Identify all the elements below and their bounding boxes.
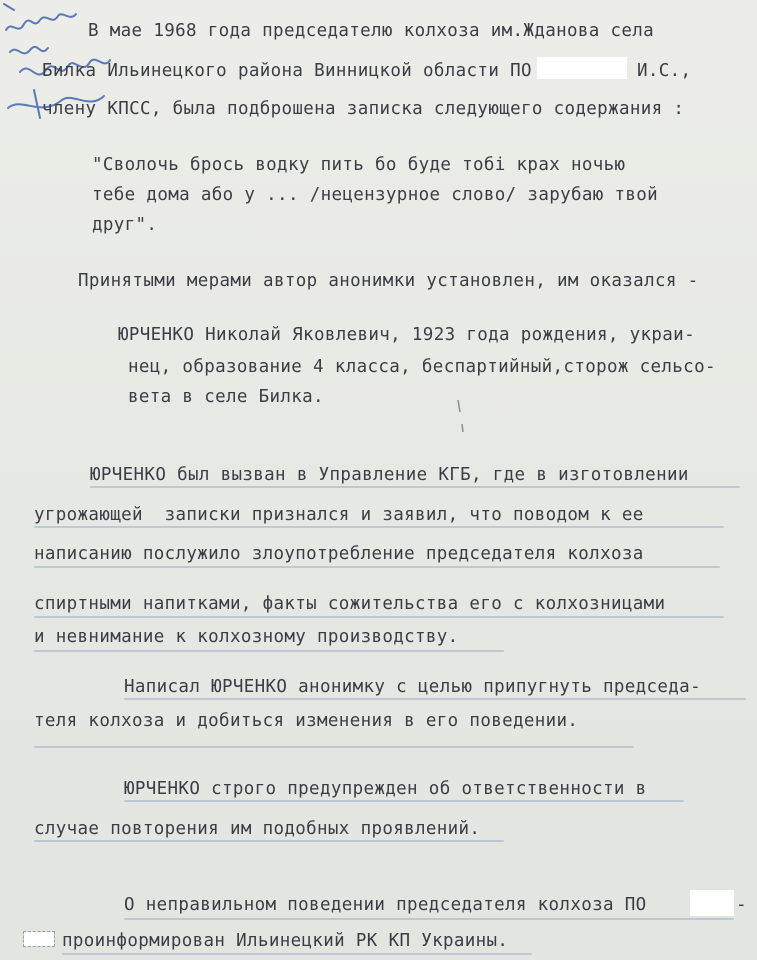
document-line: угрожающей записки признался и заявил, что поводом к ее	[34, 505, 644, 525]
redaction-box	[24, 932, 54, 946]
document-line: -	[736, 895, 747, 915]
document-line: ЮРЧЕНКО был вызван в Управление КГБ, где в изготовлении	[90, 465, 689, 485]
underline-mark	[90, 486, 740, 488]
underline-mark	[34, 840, 504, 842]
underline-mark	[34, 566, 720, 568]
underline-mark	[124, 918, 734, 920]
document-line: члену КПСС, была подброшена записка следующего содержания :	[42, 99, 685, 119]
quoted-note-line: тебе дома або у ... /нецензурное слово/ зарубаю твой	[92, 185, 659, 205]
ink-speck-mark	[452, 398, 472, 438]
underline-mark	[124, 800, 684, 802]
document-line: Написал ЮРЧЕНКО анонимку с целью припугнуть председа-	[124, 677, 701, 697]
quoted-note-line: "Сволочь брось водку пить бо буде тобі крах ночью	[92, 155, 626, 175]
document-line: Принятыми мерами автор анонимки установлен, им оказался -	[78, 271, 699, 291]
document-line: В мае 1968 года председателю колхоза им.Жданова села	[88, 21, 655, 41]
document-line: вета в селе Билка.	[128, 387, 324, 407]
underline-mark	[34, 616, 724, 618]
document-line: И.С.,	[637, 61, 692, 81]
document-line: нец, образование 4 класса, беспартийный,сторож сельсо-	[128, 357, 716, 377]
document-line: Билка Ильинецкого района Винницкой области ПО	[42, 61, 532, 81]
underline-mark	[34, 650, 504, 652]
quoted-note-line: друг".	[92, 215, 158, 235]
document-line: ЮРЧЕНКО строго предупрежден об ответственности в	[124, 779, 647, 799]
underline-mark	[124, 698, 746, 700]
document-line: теля колхоза и добиться изменения в его поведении.	[34, 711, 579, 731]
document-line: О неправильном поведении председателя колхоза ПО	[124, 895, 647, 915]
document-line: спиртными напитками, факты сожительства его с колхозницами	[34, 594, 666, 614]
underline-mark	[34, 746, 634, 748]
underline-mark	[62, 953, 532, 955]
document-line: и невнимание к колхозному производству.	[34, 627, 459, 647]
redaction-box	[690, 890, 734, 916]
document-line: ЮРЧЕНКО Николай Яковлевич, 1923 года рождения, украи-	[118, 325, 695, 345]
underline-mark	[34, 526, 724, 528]
redaction-box	[537, 57, 627, 79]
document-line: проинформирован Ильинецкий РК КП Украины.	[62, 931, 509, 951]
document-line: написанию послужило злоупотребление председателя колхоза	[34, 544, 644, 564]
document-line: случае повторения им подобных проявлений.	[34, 819, 481, 839]
